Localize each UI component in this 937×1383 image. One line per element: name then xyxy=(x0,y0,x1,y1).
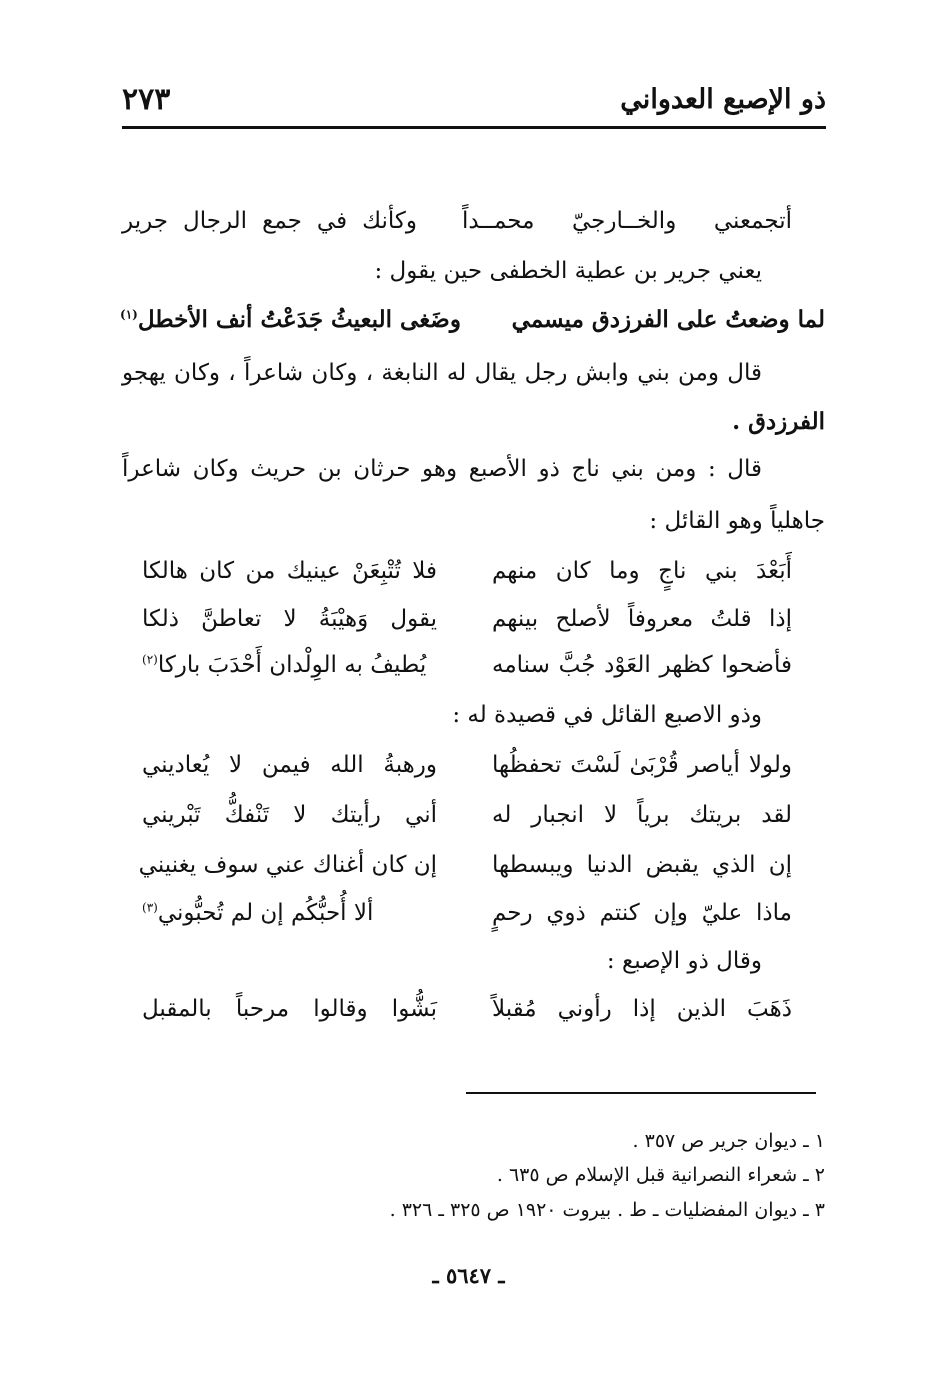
page-number: ـ ٥٦٤٧ ـ xyxy=(432,1263,505,1288)
prose-line: وقال ذو الإصبع : xyxy=(606,948,762,974)
footnote-divider xyxy=(466,1092,816,1094)
verse-second-hemistich-wrap xyxy=(142,900,373,926)
verse-first-hemistich: أَبَعْدَ بني ناجٍ وما كان منهم xyxy=(492,558,792,584)
verse-first-hemistich: لقد بريتك برياً لا انجبار له xyxy=(492,802,792,828)
prose-line: قال : ومن بني ناج ذو الأصبع وهو حرثان بن حريث وكان شاعراً xyxy=(122,456,762,482)
footnote-2: ٢ ـ شعراء النصرانية قبل الإسلام ص ٦٣٥ . xyxy=(496,1164,825,1186)
verse-line xyxy=(122,208,792,248)
verse-line xyxy=(122,752,792,792)
prose-line: الفرزدق . xyxy=(732,408,825,435)
verse-line xyxy=(122,900,792,940)
verse-first-hemistich: فأضحوا كظهر العَوْد جُبَّ سنامه xyxy=(492,652,792,678)
footnote-marker: (٣) xyxy=(142,900,158,915)
verse-line xyxy=(120,306,825,346)
footnote-3: ٣ ـ ديوان المفضليات ـ ط . بيروت ١٩٢٠ ص ٣٢٥ ـ ٣٢٦ . xyxy=(389,1199,825,1221)
verse-second-hemistich: بَشُّوا وقالوا مرحباً بالمقبل xyxy=(142,996,437,1022)
header-page-number: ٢٧٣ xyxy=(122,82,171,117)
verse-second-hemistich: وكأنك في جمع الرجال جرير xyxy=(122,208,417,234)
verse-second-hemistich-wrap xyxy=(120,306,461,333)
prose-line: قال ومن بني وابش رجل يقال له النابغة ، وكان شاعراً ، وكان يهجو xyxy=(122,360,762,386)
verse-first-hemistich: إن الذي يقبض الدنيا ويبسطها xyxy=(492,852,792,878)
verse-line xyxy=(122,996,792,1036)
verse-line xyxy=(122,606,792,646)
verse-line xyxy=(122,802,792,842)
prose-line: جاهلياً وهو القائل : xyxy=(649,508,825,534)
verse-second-hemistich: يقول وَهيْبَةُ لا تعاطنَّ ذلكا xyxy=(142,606,437,632)
verse-first-hemistich: أتجمعني والخــارجيّ محمــداً xyxy=(462,208,792,234)
verse-second-hemistich: إن كان أغناك عني سوف يغنيني xyxy=(138,852,437,878)
verse-second-hemistich-wrap xyxy=(142,652,426,678)
footnote-marker: (١) xyxy=(120,307,138,322)
verse-second-hemistich: فلا تُتْبِعَنْ عينيك من كان هالكا xyxy=(142,558,437,584)
prose-line: وذو الاصبع القائل في قصيدة له : xyxy=(452,702,762,728)
verse-first-hemistich: ماذا عليّ وإن كنتم ذوي رحمٍ xyxy=(492,900,792,926)
header-title: ذو الإصبع العدواني xyxy=(620,84,826,115)
running-header xyxy=(122,78,826,129)
verse-second-hemistich: أني رأيتك لا تَنْفكُّ تَبْريني xyxy=(142,802,437,828)
verse-second-hemistich: ألا أُحبُّكُم إن لم تُحبُّوني xyxy=(157,900,374,926)
verse-first-hemistich: ولولا أياصر قُرْبَىٰ لَسْتَ تحفظُها xyxy=(492,752,792,778)
verse-line xyxy=(122,652,792,692)
verse-second-hemistich: يُطيفُ به الوِلْدان أَحْدَبَ باركا xyxy=(157,652,427,678)
verse-line xyxy=(122,852,792,892)
verse-second-hemistich: وضَغى البعيثُ جَدَعْتُ أنف الأخطل xyxy=(137,306,461,333)
footnote-marker: (٢) xyxy=(142,652,158,667)
verse-first-hemistich: ذَهَبَ الذين إذا رأوني مُقبلاً xyxy=(492,996,792,1022)
verse-first-hemistich: لما وضعتُ على الفرزدق ميسمي xyxy=(511,306,825,333)
footnote-1: ١ ـ ديوان جرير ص ٣٥٧ . xyxy=(632,1130,825,1152)
prose-line: يعني جرير بن عطية الخطفى حين يقول : xyxy=(374,258,762,284)
verse-first-hemistich: إذا قلتُ معروفاً لأصلح بينهم xyxy=(492,606,792,632)
verse-line xyxy=(122,558,792,598)
verse-second-hemistich: ورهبةُ الله فيمن لا يُعاديني xyxy=(142,752,437,778)
